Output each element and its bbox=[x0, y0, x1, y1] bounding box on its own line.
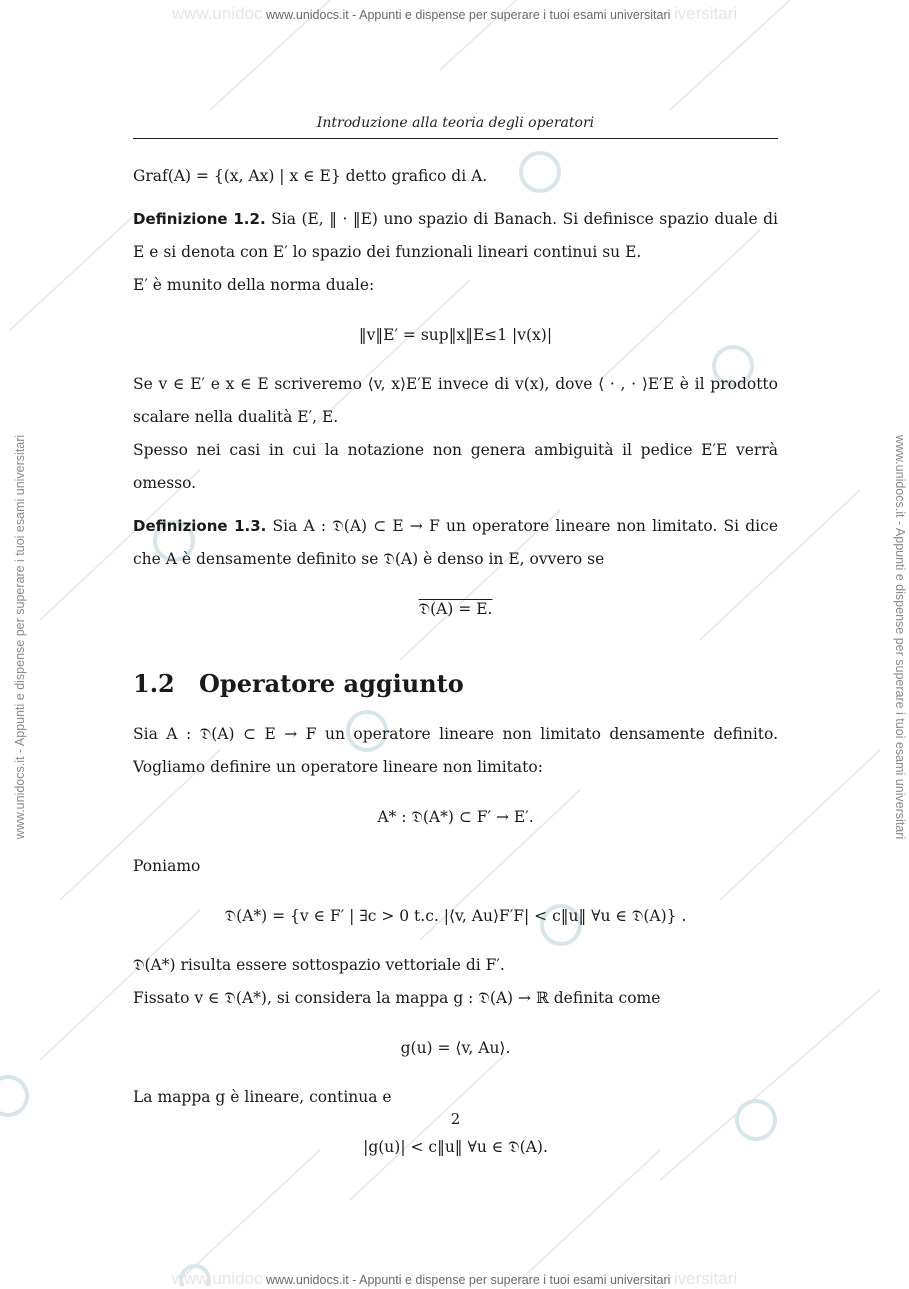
bound-formula: |g(u)| < c‖u‖ ∀u ∈ 𝔇(A). bbox=[363, 1138, 548, 1156]
pairing-paragraph: Se v ∈ E′ e x ∈ E scriveremo ⟨v, x⟩E′E invece di v(x), dove ⟨ · , · ⟩E′E è il prodotto scalare nella dualità E′, E. bbox=[133, 375, 778, 426]
left-watermark-text: www.unidocs.it - Appunti e dispense per superare i tuoi esami universitari bbox=[13, 434, 27, 840]
definition-1-3-text: Sia A : 𝔇(A) ⊂ E → F un operatore lineare non limitato. Si dice che A è densamente definito se 𝔇(A) è denso in E, ovvero se bbox=[133, 517, 778, 568]
definition-1-2-label: Definizione 1.2. bbox=[133, 210, 266, 228]
dual-norm-formula: ‖v‖E′ = sup‖x‖E≤1 |v(x)| bbox=[358, 326, 553, 344]
section-title: Operatore aggiunto bbox=[199, 669, 464, 698]
definition-1-3-label: Definizione 1.3. bbox=[133, 517, 267, 535]
linear-text: La mappa g è lineare, continua e bbox=[133, 1088, 392, 1106]
bottom-watermark-ghost-right: iversitari bbox=[673, 1269, 738, 1288]
top-watermark-ghost-right: iversitari bbox=[673, 4, 738, 23]
running-title: Introduzione alla teoria degli operatori bbox=[316, 115, 595, 131]
adjoint-domain-formula: 𝔇(A*) = {v ∈ F′ | ∃c > 0 t.c. |⟨v, Au⟩F′F| < c‖u‖ ∀u ∈ 𝔇(A)} . bbox=[224, 907, 687, 925]
page-number: 2 bbox=[450, 1110, 461, 1128]
top-watermark-ghost-left: www.unidoc bbox=[171, 4, 263, 23]
adjoint-intro: Sia A : 𝔇(A) ⊂ E → F un operatore lineare non limitato densamente definito. Vogliamo definire un operatore lineare non limitato: bbox=[133, 725, 778, 776]
dual-norm-intro: E′ è munito della norma duale: bbox=[133, 276, 375, 294]
map-text: Fissato v ∈ 𝔇(A*), si considera la mappa g : 𝔇(A) → ℝ definita come bbox=[133, 989, 661, 1007]
right-watermark-text: www.unidocs.it - Appunti e dispense per superare i tuoi esami universitari bbox=[893, 434, 907, 840]
adjoint-formula: A* : 𝔇(A*) ⊂ F′ → E′. bbox=[377, 808, 534, 826]
graph-definition: Graf(A) = {(x, Ax) | x ∈ E} detto grafico di A. bbox=[133, 167, 488, 185]
page-content bbox=[133, 160, 778, 1180]
section-heading bbox=[133, 668, 778, 700]
top-watermark-text: www.unidocs.it - Appunti e dispense per superare i tuoi esami universitari bbox=[266, 8, 671, 22]
subspace-text: 𝔇(A*) risulta essere sottospazio vettoriale di F′. bbox=[133, 956, 505, 974]
bottom-watermark bbox=[0, 1269, 909, 1289]
g-formula: g(u) = ⟨v, Au⟩. bbox=[400, 1039, 511, 1057]
definition-1-2-text: Sia (E, ‖ · ‖E) uno spazio di Banach. Si definisce spazio duale di E e si denota con E′ lo spazio dei funzionali lineari continui su E. bbox=[133, 210, 778, 261]
poniamo-text: Poniamo bbox=[133, 857, 201, 875]
header-rule bbox=[133, 138, 778, 139]
definition-1-3 bbox=[133, 510, 778, 576]
top-watermark bbox=[0, 4, 909, 24]
bottom-watermark-ghost-left: www.unidoc bbox=[171, 1269, 263, 1288]
bottom-watermark-text: www.unidocs.it - Appunti e dispense per superare i tuoi esami universitari bbox=[266, 1273, 671, 1287]
definition-1-2 bbox=[133, 203, 778, 269]
section-number: 1.2 bbox=[133, 669, 175, 698]
density-formula: 𝔇(A) = E. bbox=[418, 600, 493, 618]
subscript-note: Spesso nei casi in cui la notazione non genera ambiguità il pedice E′E verrà omesso. bbox=[133, 441, 778, 492]
